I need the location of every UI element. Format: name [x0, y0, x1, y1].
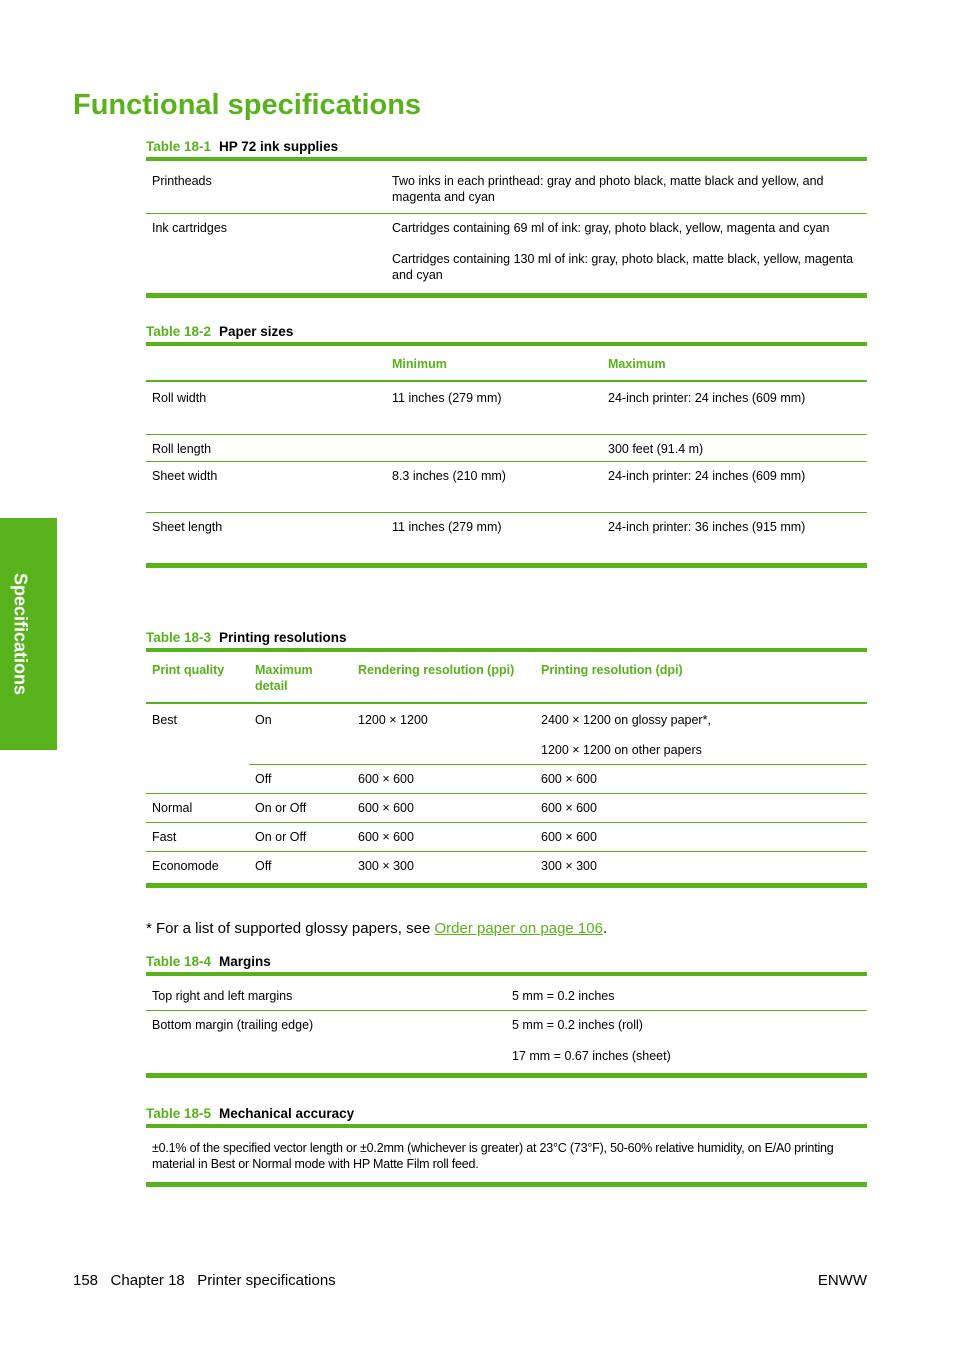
- table-title: HP 72 ink supplies: [219, 139, 339, 154]
- table-caption: [146, 1106, 354, 1121]
- cell: Roll length: [152, 442, 212, 456]
- footnote-text: * For a list of supported glossy papers, see: [146, 920, 435, 937]
- table-row: [146, 823, 867, 852]
- table-row: [146, 1126, 867, 1185]
- table-row: [146, 159, 867, 214]
- cell: 600 × 600: [358, 801, 414, 815]
- column-header: [146, 344, 386, 381]
- table-caption: [146, 630, 347, 645]
- cell: 600 × 600: [541, 801, 597, 815]
- table-number: Table 18-1: [146, 139, 212, 154]
- table-title: Printing resolutions: [219, 630, 347, 645]
- side-tab-label: Specifications: [10, 572, 31, 696]
- table-row: [146, 381, 867, 435]
- table-row: [146, 1011, 867, 1076]
- cell: Economode: [152, 859, 219, 873]
- cell: 300 × 300: [358, 859, 414, 873]
- footer-locale: ENWW: [817, 1272, 867, 1289]
- table-title: Paper sizes: [219, 324, 294, 339]
- page-title: Functional specifications: [73, 89, 422, 121]
- row-value: 5 mm = 0.2 inches (roll): [512, 1018, 643, 1032]
- table-header-row: [146, 650, 867, 703]
- table-row: [146, 794, 867, 823]
- cell: Sheet width: [152, 469, 218, 483]
- row-value: ±0.1% of the specified vector length or ±0.2mm (whichever is greater) at 23°C (73°F), 50-60% relative humidity, on E/A0 printing material in Best or Normal mode with HP Matte Film roll feed.: [152, 1141, 834, 1171]
- row-label: Ink cartridges: [152, 221, 228, 235]
- column-header: Maximum detail: [255, 663, 313, 693]
- paper-sizes-table: [146, 342, 867, 568]
- table-row: [146, 513, 867, 566]
- page-footer: [73, 1272, 336, 1289]
- cell: Best: [152, 713, 178, 727]
- cell: Off: [255, 859, 272, 873]
- row-value: 17 mm = 0.67 inches (sheet): [512, 1049, 671, 1063]
- table-caption: [146, 139, 338, 154]
- table-row: [146, 462, 867, 513]
- chapter-label: Chapter 18: [110, 1272, 185, 1289]
- cell: 11 inches (279 mm): [392, 520, 502, 534]
- column-header: Minimum: [392, 357, 447, 371]
- cell: 2400 × 1200 on glossy paper*,: [541, 713, 711, 727]
- table-number: Table 18-5: [146, 1106, 212, 1121]
- cell: 24-inch printer: 24 inches (609 mm): [608, 469, 806, 483]
- table-caption: [146, 324, 293, 339]
- cell: [386, 435, 602, 462]
- table-number: Table 18-4: [146, 954, 212, 969]
- column-header: Rendering resolution (ppi): [358, 663, 515, 677]
- cell: Normal: [152, 801, 193, 815]
- cell: Fast: [152, 830, 177, 844]
- row-label: Bottom margin (trailing edge): [152, 1018, 314, 1032]
- margins-table: [146, 972, 867, 1078]
- chapter-title: Printer specifications: [197, 1272, 336, 1289]
- cell: Off: [255, 772, 272, 786]
- cell: On: [255, 713, 272, 727]
- table-title: Margins: [219, 954, 271, 969]
- footnote: [146, 920, 607, 937]
- table-row: [146, 852, 867, 886]
- cell: 1200 × 1200 on other papers: [541, 743, 702, 757]
- row-label: Printheads: [152, 174, 212, 188]
- mechanical-accuracy-table: [146, 1124, 867, 1187]
- cell: 300 × 300: [541, 859, 597, 873]
- row-label: Top right and left margins: [152, 989, 293, 1003]
- cell: Roll width: [152, 391, 207, 405]
- table-row: [146, 974, 867, 1011]
- cell: Sheet length: [152, 520, 223, 534]
- table-row: [146, 703, 867, 765]
- cell: 600 × 600: [358, 772, 414, 786]
- printing-resolutions-table: [146, 648, 867, 888]
- cell: 8.3 inches (210 mm): [392, 469, 506, 483]
- column-header: Maximum: [608, 357, 666, 371]
- cell: 24-inch printer: 24 inches (609 mm): [608, 391, 806, 405]
- order-paper-link[interactable]: Order paper on page 106: [434, 920, 603, 937]
- table-caption: [146, 954, 271, 969]
- table-row: [146, 765, 867, 794]
- cell: 11 inches (279 mm): [392, 391, 502, 405]
- cell: 600 × 600: [541, 772, 597, 786]
- cell: 300 feet (91.4 m): [608, 442, 704, 456]
- cell: On or Off: [255, 830, 307, 844]
- column-header: Print quality: [152, 663, 225, 677]
- cell: On or Off: [255, 801, 307, 815]
- column-header: Printing resolution (dpi): [541, 663, 683, 677]
- cell: 24-inch printer: 36 inches (915 mm): [608, 520, 806, 534]
- row-value: Two inks in each printhead: gray and photo black, matte black and yellow, and magenta and cyan: [392, 174, 824, 204]
- footnote-suffix: .: [602, 920, 608, 937]
- cell: 600 × 600: [358, 830, 414, 844]
- side-tab: [0, 518, 57, 750]
- cell: 600 × 600: [541, 830, 597, 844]
- row-value: 5 mm = 0.2 inches: [512, 989, 615, 1003]
- ink-supplies-table: [146, 157, 867, 298]
- table-title: Mechanical accuracy: [219, 1106, 355, 1121]
- row-value: Cartridges containing 130 ml of ink: gray, photo black, matte black, yellow, magenta and cyan: [392, 252, 854, 282]
- page-number: 158: [73, 1272, 99, 1289]
- table-number: Table 18-2: [146, 324, 212, 339]
- cell: 1200 × 1200: [358, 713, 428, 727]
- table-number: Table 18-3: [146, 630, 212, 645]
- table-row: [146, 214, 867, 296]
- table-header-row: [146, 344, 867, 381]
- row-value: Cartridges containing 69 ml of ink: gray, photo black, yellow, magenta and cyan: [392, 221, 830, 235]
- table-row: [146, 435, 867, 462]
